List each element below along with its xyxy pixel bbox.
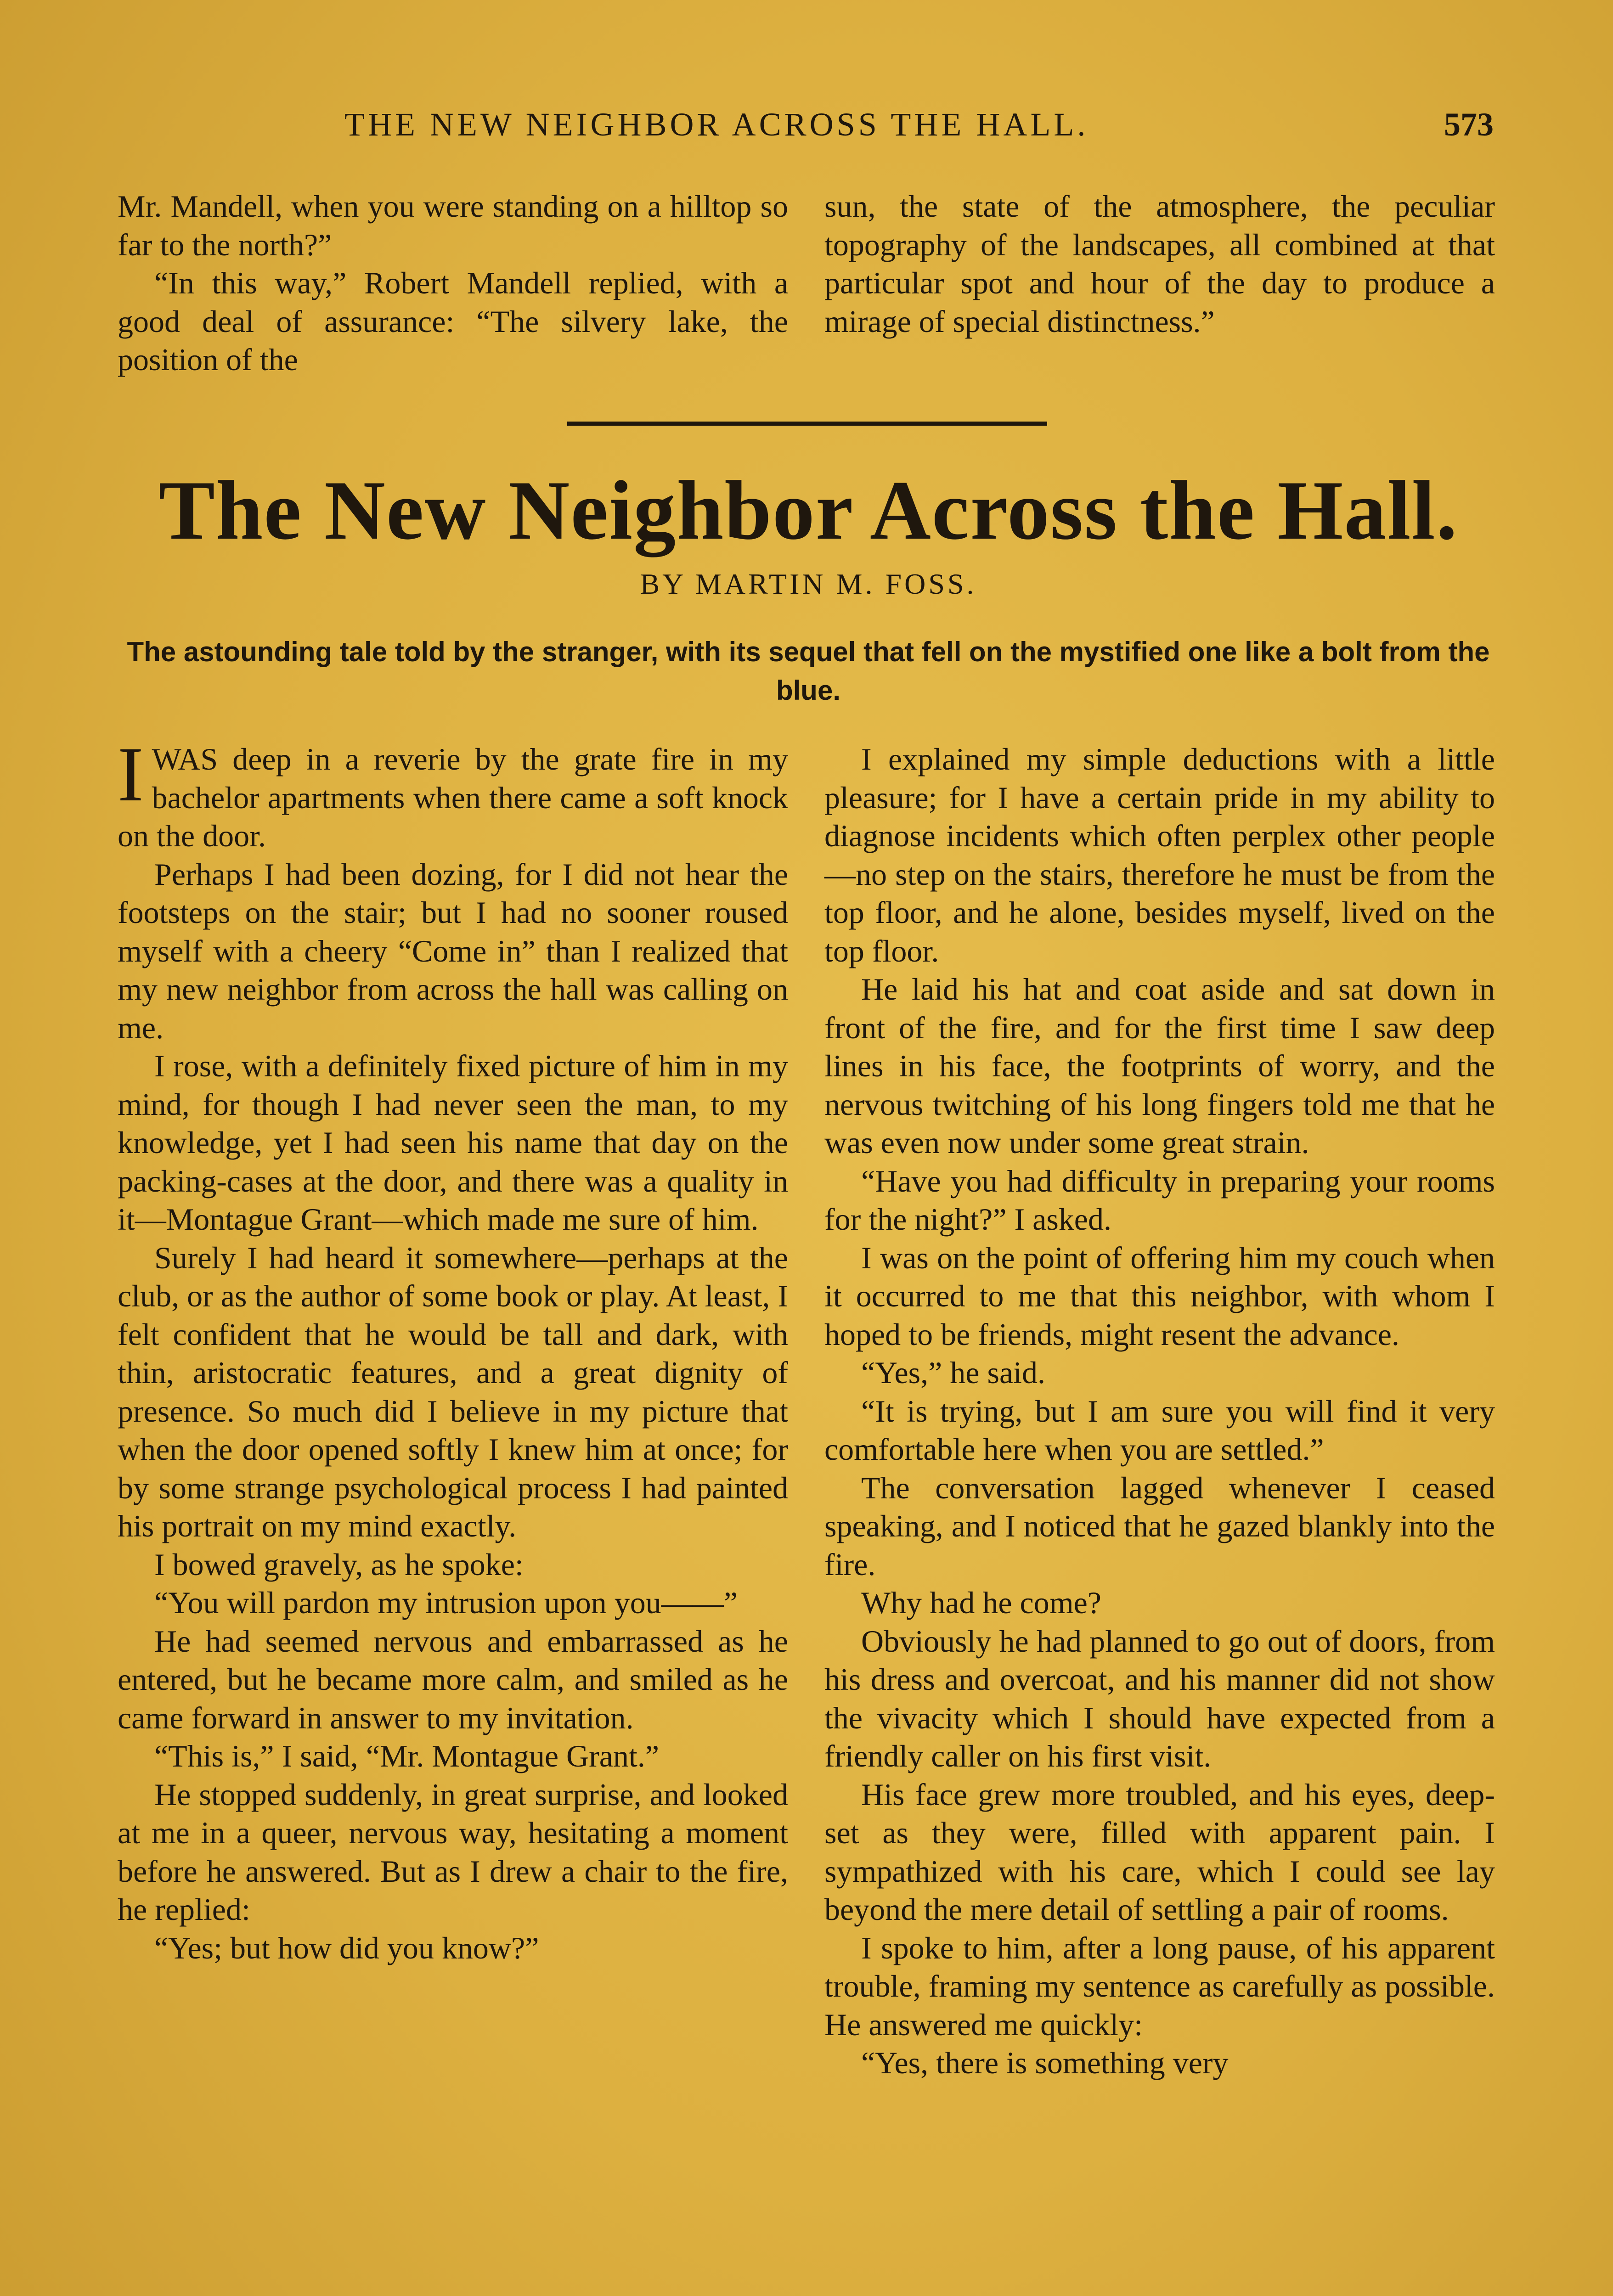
previous-story-paragraph: sun, the state of the atmosphere, the peculiar topography of the landscapes, all combined at that particular spot and hour of the day to produce a mirage of special distinctness.”	[824, 189, 1495, 339]
story-byline: BY MARTIN M. FOSS.	[640, 568, 977, 600]
previous-story-left-column	[118, 187, 788, 379]
story-paragraph: I rose, with a definitely fixed picture of him in my mind, for though I had never seen the man, to my knowledge, yet I had seen his name that day on the packing-cases at the door, and there was a quality in it—Montague Grant—which made me sure of him.	[118, 1048, 788, 1237]
story-paragraph: Why had he come?	[861, 1585, 1101, 1620]
story-paragraph: I was on the point of offering him my couch when it occurred to me that this neighbor, with whom I hoped to be friends, might resent the advance.	[824, 1240, 1495, 1352]
story-paragraph: His face grew more troubled, and his eyes, deep-set as they were, filled with apparent pain. I sympathized with his care, which I could see lay beyond the mere detail of settling a pair of rooms.	[824, 1777, 1495, 1927]
story-paragraph: I bowed gravely, as he spoke:	[154, 1547, 524, 1582]
story-paragraph: Surely I had heard it somewhere—perhaps at the club, or as the author of some book or play. At least, I felt confident that he would be tall and dark, with thin, aristocratic features, and a great dignity of presence. So much did I believe in my picture that when the door opened softly I knew him at once; for by some strange psychological process I had painted his portrait on my mind exactly.	[118, 1240, 788, 1543]
story-paragraph: “It is trying, but I am sure you will find it very comfortable here when you are settled.”	[824, 1393, 1495, 1467]
page-number: 573	[1444, 106, 1494, 143]
previous-story-paragraph: “In this way,” Robert Mandell replied, with a good deal of assurance: “The silvery lake, the position of the	[118, 265, 788, 377]
story-paragraph: “Yes; but how did you know?”	[154, 1930, 539, 1965]
story-paragraph: He laid his hat and coat aside and sat down in front of the fire, and for the first time I saw deep lines in his face, the footprints of worry, and the nervous twitching of his long fingers told me that he was even now under some great strain.	[824, 972, 1495, 1160]
story-paragraph: Perhaps I had been dozing, for I did not hear the footsteps on the stair; but I had no sooner roused myself with a cheery “Come in” than I realized that my new neighbor from across the hall was calling on me.	[118, 856, 788, 1045]
story-right-column	[824, 740, 1495, 2082]
running-head: THE NEW NEIGHBOR ACROSS THE HALL.	[344, 106, 1089, 143]
previous-story-paragraph: Mr. Mandell, when you were standing on a hilltop so far to the north?”	[118, 189, 788, 262]
story-paragraph: “This is,” I said, “Mr. Montague Grant.”	[154, 1739, 660, 1773]
story-paragraph: I explained my simple deductions with a little pleasure; for I have a certain pride in my ability to diagnose incidents which often perplex other people—no step on the stairs, therefore he must be from the top floor, and he alone, besides myself, lived on the top floor.	[824, 742, 1495, 968]
story-paragraph: “Yes,” he said.	[861, 1355, 1046, 1390]
story-left-column	[118, 731, 788, 1967]
story-paragraph: I spoke to him, after a long pause, of his apparent trouble, framing my sentence as carefully as possible. He answered me quickly:	[824, 1930, 1495, 2042]
story-paragraph	[118, 731, 788, 855]
story-opening-text: WAS deep in a reverie by the grate fire in my bachelor apartments when there came a soft knock on the door.	[118, 742, 788, 853]
story-blurb: The astounding tale told by the stranger, with its sequel that fell on the mystified one like a bolt from the blue.	[127, 636, 1490, 706]
story-paragraph: The conversation lagged whenever I ceased speaking, and I noticed that he gazed blankly into the fire.	[824, 1470, 1495, 1582]
story-paragraph: “Have you had difficulty in preparing your rooms for the night?” I asked.	[824, 1163, 1495, 1237]
drop-cap: I	[118, 731, 144, 817]
story-paragraph: He stopped suddenly, in great surprise, and looked at me in a queer, nervous way, hesitating a moment before he answered. But as I drew a chair to the fire, he replied:	[118, 1777, 788, 1927]
story-title: The New Neighbor Across the Hall.	[158, 463, 1458, 557]
story-paragraph: “You will pardon my intrusion upon you——”	[154, 1585, 738, 1620]
story-paragraph: Obviously he had planned to go out of doors, from his dress and overcoat, and his manner did not show the vivacity which I should have expected from a friendly caller on his first visit.	[824, 1623, 1495, 1773]
section-divider	[567, 422, 1047, 426]
story-paragraph: He had seemed nervous and embarrassed as he entered, but he became more calm, and smiled as he came forward in answer to my invitation.	[118, 1623, 788, 1735]
story-paragraph: “Yes, there is something very	[861, 2045, 1229, 2080]
previous-story-right-column	[824, 187, 1495, 341]
